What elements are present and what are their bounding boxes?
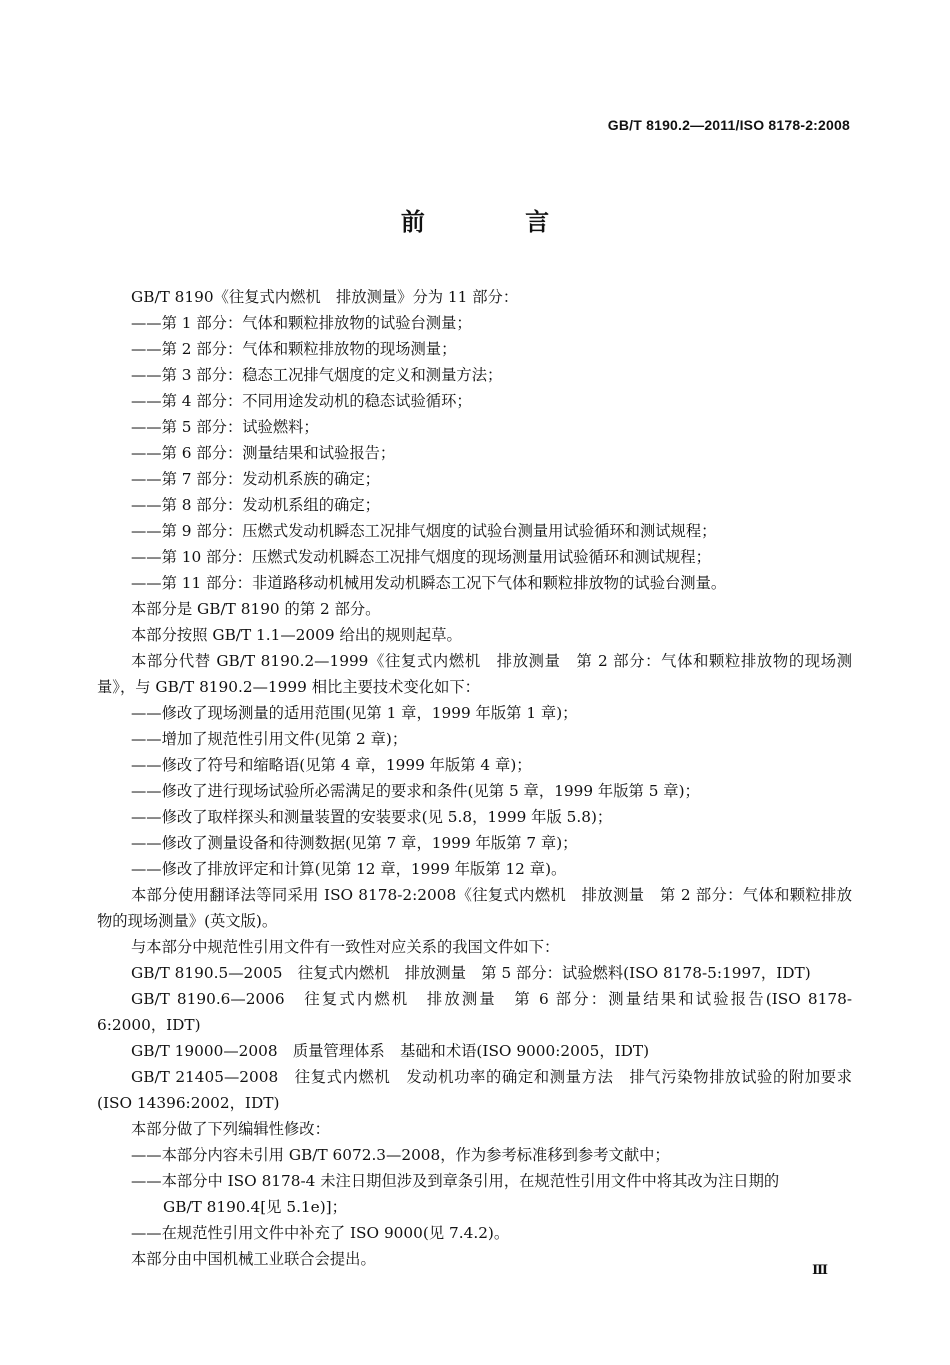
list-item: ——修改了取样探头和测量装置的安装要求(见 5.8，1999 年版 5.8)；: [131, 808, 613, 826]
list-item: ——第 5 部分：试验燃料；: [131, 418, 319, 436]
list-item: ——修改了测量设备和待测数据(见第 7 章，1999 年版第 7 章)；: [131, 834, 578, 852]
page-number: Ⅲ: [812, 1262, 828, 1277]
list-item: ——第 11 部分：非道路移动机械用发动机瞬态工况下气体和颗粒排放物的试验台测量。: [131, 574, 727, 592]
list-item: ——修改了符号和缩略语(见第 4 章，1999 年版第 4 章)；: [131, 756, 532, 774]
standard-code: GB/T 8190.2—2011/ISO 8178-2:2008: [607, 117, 850, 133]
list-item: ——第 2 部分：气体和颗粒排放物的现场测量；: [131, 340, 457, 358]
drafting-rule-paragraph: 本部分按照 GB/T 1.1—2009 给出的规则起草。: [131, 626, 462, 644]
list-item: ——第 9 部分：压燃式发动机瞬态工况排气烟度的试验台测量用试验循环和测试规程；: [131, 522, 717, 540]
list-item: ——修改了现场测量的适用范围(见第 1 章，1999 年版第 1 章)；: [131, 704, 578, 722]
part-of-paragraph: 本部分是 GB/T 8190 的第 2 部分。: [131, 600, 381, 618]
list-item: ——第 7 部分：发动机系族的确定；: [131, 470, 380, 488]
list-item: ——第 8 部分：发动机系组的确定；: [131, 496, 380, 514]
correspondence-item: GB/T 19000—2008 质量管理体系 基础和术语(ISO 9000:2005，IDT): [131, 1042, 650, 1060]
list-item: ——第 6 部分：测量结果和试验报告；: [131, 444, 396, 462]
list-item: ——本部分中 ISO 8178-4 未注日期但涉及到章条引用，在规范性引用文件中将其改为注日期的: [131, 1172, 780, 1190]
list-item: ——第 1 部分：气体和颗粒排放物的试验台测量；: [131, 314, 472, 332]
correspondence-item: GB/T 8190.6—2006 往复式内燃机 排放测量 第 6 部分：测量结果和试验报告(ISO 8178-6:2000，IDT): [97, 990, 852, 1034]
translation-paragraph: 本部分使用翻译法等同采用 ISO 8178-2:2008《往复式内燃机 排放测量 第 2 部分：气体和颗粒排放物的现场测量》(英文版)。: [97, 886, 852, 930]
list-item-continuation: GB/T 8190.4[见 5.1e)]；: [163, 1198, 347, 1216]
correspondence-item: GB/T 21405—2008 往复式内燃机 发动机功率的确定和测量方法 排气污染物排放试验的附加要求(ISO 14396:2002，IDT): [97, 1068, 852, 1112]
proposed-by-paragraph: 本部分由中国机械工业联合会提出。: [131, 1250, 376, 1268]
page-title: 前 言: [400, 207, 596, 236]
correspondence-item: GB/T 8190.5—2005 往复式内燃机 排放测量 第 5 部分：试验燃料(ISO 8178-5:1997，IDT): [131, 964, 811, 982]
correspondence-intro: 与本部分中规范性引用文件有一致性对应关系的我国文件如下：: [131, 938, 560, 956]
list-item: ——在规范性引用文件中补充了 ISO 9000(见 7.4.2)。: [131, 1224, 510, 1242]
foreword-body: [97, 284, 852, 1272]
editorial-intro: 本部分做了下列编辑性修改：: [131, 1120, 330, 1138]
list-item: ——增加了规范性引用文件(见第 2 章)；: [131, 730, 408, 748]
list-item: ——修改了进行现场试验所必需满足的要求和条件(见第 5 章，1999 年版第 5 章)；: [131, 782, 700, 800]
replaces-paragraph: 本部分代替 GB/T 8190.2—1999《往复式内燃机 排放测量 第 2 部分：气体和颗粒排放物的现场测量》，与 GB/T 8190.2—1999 相比主要技术变化如下：: [97, 652, 852, 696]
list-item: ——本部分内容未引用 GB/T 6072.3—2008，作为参考标准移到参考文献中；: [131, 1146, 670, 1164]
list-item: ——第 10 部分：压燃式发动机瞬态工况排气烟度的现场测量用试验循环和测试规程；: [131, 548, 711, 566]
list-item: ——修改了排放评定和计算(见第 12 章，1999 年版第 12 章)。: [131, 860, 567, 878]
intro-paragraph: GB/T 8190《往复式内燃机 排放测量》分为 11 部分：: [131, 288, 519, 306]
list-item: ——第 3 部分：稳态工况排气烟度的定义和测量方法；: [131, 366, 503, 384]
list-item: ——第 4 部分：不同用途发动机的稳态试验循环；: [131, 392, 472, 410]
